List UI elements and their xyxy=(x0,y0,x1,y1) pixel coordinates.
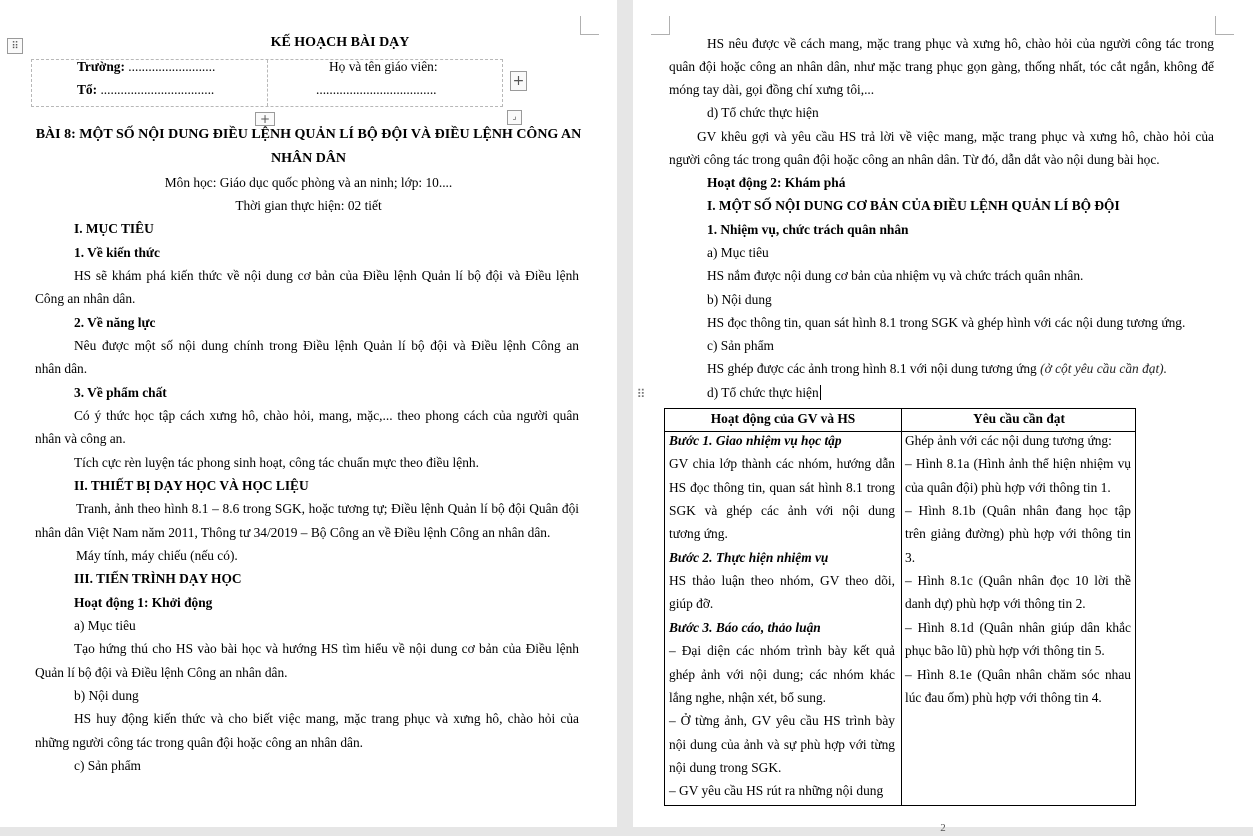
paragraph-line: HS nêu được về cách mang, mặc trang phục và xưng hô, chào hỏi của người công tác trong xyxy=(707,36,1214,51)
product-text: HS ghép được các ảnh trong hình 8.1 với nội dung tương ứng xyxy=(707,361,1041,376)
subheading-organization: d) Tổ chức thực hiện xyxy=(707,105,819,120)
teacher-name-field[interactable]: .................................... xyxy=(316,82,437,97)
heading-knowledge: 1. Về kiến thức xyxy=(74,245,160,260)
page-corner-mark xyxy=(651,16,670,35)
paragraph-line: quân đội hoặc công an nhân dân, như mặc trang phục gọn gàng, thống nhất, tóc cắt ngắn, không để xyxy=(669,59,1214,74)
table-cell-line: SGK và ghép các ảnh với nội dung xyxy=(669,503,895,518)
heading-objectives: I. MỤC TIÊU xyxy=(74,221,154,236)
school-field[interactable]: Trường: .......................... xyxy=(77,59,216,74)
table-cell-line: GV chia lớp thành các nhóm, hướng dẫn xyxy=(669,456,895,471)
paragraph-line: nhân dân. xyxy=(35,361,88,376)
table-cell-line: danh dự) phù hợp với thông tin 2. xyxy=(905,596,1086,611)
lesson-title-line-1: BÀI 8: MỘT SỐ NỘI DUNG ĐIỀU LỆNH QUẢN LÍ BỘ ĐỘI VÀ ĐIỀU LỆNH CÔNG AN xyxy=(35,127,582,142)
paragraph-line: những người công tác trong quân đội hoặc công an nhân dân. xyxy=(35,735,364,750)
paragraph-line: HS sẽ khám phá kiến thức về nội dung cơ bản của Điều lệnh Quản lí bộ đội và Điều lệnh xyxy=(74,268,579,283)
table-cell-line: lắng nghe, nhận xét, bổ sung. xyxy=(669,690,826,705)
text-cursor xyxy=(820,385,821,400)
table-cell-line: phục bão lũ) phù hợp với thông tin 5. xyxy=(905,643,1105,658)
table-resize-handle-icon[interactable]: ⌟ xyxy=(507,110,522,125)
duration-line: Thời gian thực hiện: 02 tiết xyxy=(235,198,382,213)
subject-line: Môn học: Giáo dục quốc phòng và an ninh; lớp: 10.... xyxy=(164,175,453,190)
document-page-left xyxy=(0,0,617,827)
paragraph-line: HS đọc thông tin, quan sát hình 8.1 trong SGK và ghép hình với các nội dung tương ứng. xyxy=(707,315,1186,330)
page-corner-mark xyxy=(580,16,599,35)
product-note: (ở cột yêu cầu cần đạt). xyxy=(1040,361,1167,376)
table-cell-line: – Đại diện các nhóm trình bày kết quả xyxy=(669,643,895,658)
heading-activity-2: Hoạt động 2: Khám phá xyxy=(707,175,846,190)
paragraph-line xyxy=(707,361,1167,377)
subheading-product: c) Sản phẩm xyxy=(707,338,774,353)
table-cell-line: nội dung của ảnh và sự phù hợp với từng xyxy=(669,737,895,752)
heading-process: III. TIẾN TRÌNH DẠY HỌC xyxy=(74,571,242,586)
paragraph-line: HS nắm được nội dung cơ bản của nhiệm vụ và chức trách quân nhân. xyxy=(707,268,1084,283)
table-cell-line: Ghép ảnh với các nội dung tương ứng: xyxy=(905,433,1112,448)
table-cell-line: HS thảo luận theo nhóm, GV theo dõi, xyxy=(669,573,895,588)
table-move-handle-icon[interactable]: ⠿ xyxy=(7,38,23,54)
paragraph-line: móng tay dài, gọi đồng chí xưng tôi,... xyxy=(669,82,875,97)
teacher-name-label: Họ và tên giáo viên: xyxy=(329,59,438,74)
table-cell-line: – Hình 8.1c (Quân nhân đọc 10 lời thề xyxy=(905,573,1131,588)
table-cell-line: trên giảng đường) phù hợp với thông tin xyxy=(905,526,1131,541)
heading-activity-1: Hoạt động 1: Khởi động xyxy=(74,595,213,610)
heading-quality: 3. Về phẩm chất xyxy=(74,385,167,400)
subheading-product: c) Sản phẩm xyxy=(74,758,141,773)
table-cell-line: – Hình 8.1a (Hình ảnh thể hiện nhiệm vụ xyxy=(905,456,1131,471)
paragraph-line: GV khêu gợi và yêu cầu HS trả lời về việc mang, mặc trang phục và xưng hô, chào hỏi của xyxy=(697,129,1214,144)
paragraph-drag-handle-icon[interactable]: ⠿ xyxy=(636,387,646,401)
table-cell-line: – Ở từng ảnh, GV yêu cầu HS trình bày xyxy=(669,713,895,728)
document-title: KẾ HOẠCH BÀI DẠY xyxy=(270,35,410,50)
subheading-content: b) Nội dung xyxy=(74,688,139,703)
paragraph-line: nhân dân Việt Nam năm 2011, Thông tư 34/2019 – Bộ Công an về Điều lệnh Công an nhân dân. xyxy=(35,525,551,540)
table-cell-line: HS đọc thông tin, quan sát hình 8.1 trong xyxy=(669,480,895,495)
heading-equipment: II. THIẾT BỊ DẠY HỌC VÀ HỌC LIỆU xyxy=(74,478,309,493)
paragraph-line: Tạo hứng thú cho HS vào bài học và hướng HS tìm hiểu về nội dung cơ bản của Điều lệnh xyxy=(74,641,579,656)
table-cell-line: lúc đau ốm) phù hợp với thông tin 4. xyxy=(905,690,1102,705)
subheading-content: b) Nội dung xyxy=(707,292,772,307)
heading-duties: 1. Nhiệm vụ, chức trách quân nhân xyxy=(707,222,909,237)
table-cell-line: nội dung trong SGK. xyxy=(669,760,782,775)
activity-table xyxy=(664,408,1136,806)
paragraph-line: Công an nhân dân. xyxy=(35,291,136,306)
subheading-goal: a) Mục tiêu xyxy=(74,618,136,633)
paragraph-line: Máy tính, máy chiếu (nếu có). xyxy=(76,548,238,563)
table-cell-line: Bước 2. Thực hiện nhiệm vụ xyxy=(669,550,829,565)
paragraph-line: Quản lí bộ đội và Điều lệnh Công an nhân dân. xyxy=(35,665,288,680)
table-cell-line: giúp đỡ. xyxy=(669,596,714,611)
organization-label: d) Tổ chức thực hiện xyxy=(707,385,819,400)
paragraph-line: HS huy động kiến thức và cho biết việc mang, mặc trang phục và xưng hô, chào hỏi của xyxy=(74,711,579,726)
paragraph-line: người công tác trong quân đội hoặc công an nhân dân. Từ đó, dẫn dắt vào nội dung bài học. xyxy=(669,152,1160,167)
heading-section-I: I. MỘT SỐ NỘI DUNG CƠ BẢN CỦA ĐIỀU LỆNH QUẢN LÍ BỘ ĐỘI xyxy=(707,198,1120,213)
table-header-requirement: Yêu cầu cần đạt xyxy=(973,411,1065,426)
table-cell-line: 3. xyxy=(905,550,916,565)
paragraph-line: Có ý thức học tập cách xưng hô, chào hỏi, mang, mặc,... theo phong cách của người quân xyxy=(74,408,579,423)
info-table-divider xyxy=(267,60,268,106)
add-row-icon[interactable]: + xyxy=(255,112,275,126)
table-cell-line: Bước 1. Giao nhiệm vụ học tập xyxy=(669,433,842,448)
table-header-divider xyxy=(665,431,1135,432)
group-field[interactable]: Tổ: .................................. xyxy=(77,82,215,97)
table-cell-line: – Hình 8.1b (Quân nhân đang học tập xyxy=(905,503,1131,518)
subheading-organization xyxy=(707,385,821,401)
table-header-activity: Hoạt động của GV và HS xyxy=(710,411,856,426)
page-corner-mark xyxy=(1215,16,1234,35)
table-cell-line: tương ứng. xyxy=(669,526,728,541)
paragraph-line: Tích cực rèn luyện tác phong sinh hoạt, công tác chuẩn mực theo điều lệnh. xyxy=(74,455,479,470)
table-cell-line: – GV yêu cầu HS rút ra những nội dung xyxy=(669,783,884,798)
add-column-icon[interactable]: + xyxy=(510,71,527,91)
paragraph-line: Tranh, ảnh theo hình 8.1 – 8.6 trong SGK, hoặc tương tự; Điều lệnh Quản lí bộ đội Quân đội xyxy=(76,501,579,516)
table-cell-line: của quân đội) phù hợp với thông tin 1. xyxy=(905,480,1111,495)
subheading-goal: a) Mục tiêu xyxy=(707,245,769,260)
table-cell-line: ghép ảnh với nội dung; các nhóm khác xyxy=(669,667,895,682)
table-cell-line: – Hình 8.1d (Quân nhân giúp dân khắc xyxy=(905,620,1131,635)
table-column-divider xyxy=(901,409,902,805)
lesson-title-line-2: NHÂN DÂN xyxy=(270,151,347,166)
table-cell-line: Bước 3. Báo cáo, thảo luận xyxy=(669,620,821,635)
page-number: 2 xyxy=(940,822,946,834)
heading-ability: 2. Về năng lực xyxy=(74,315,156,330)
paragraph-line: Nêu được một số nội dung chính trong Điều lệnh Quản lí bộ đội và Điều lệnh Công an xyxy=(74,338,579,353)
paragraph-line: nhân và công an. xyxy=(35,431,126,446)
table-cell-line: – Hình 8.1e (Quân nhân chăm sóc nhau xyxy=(905,667,1131,682)
